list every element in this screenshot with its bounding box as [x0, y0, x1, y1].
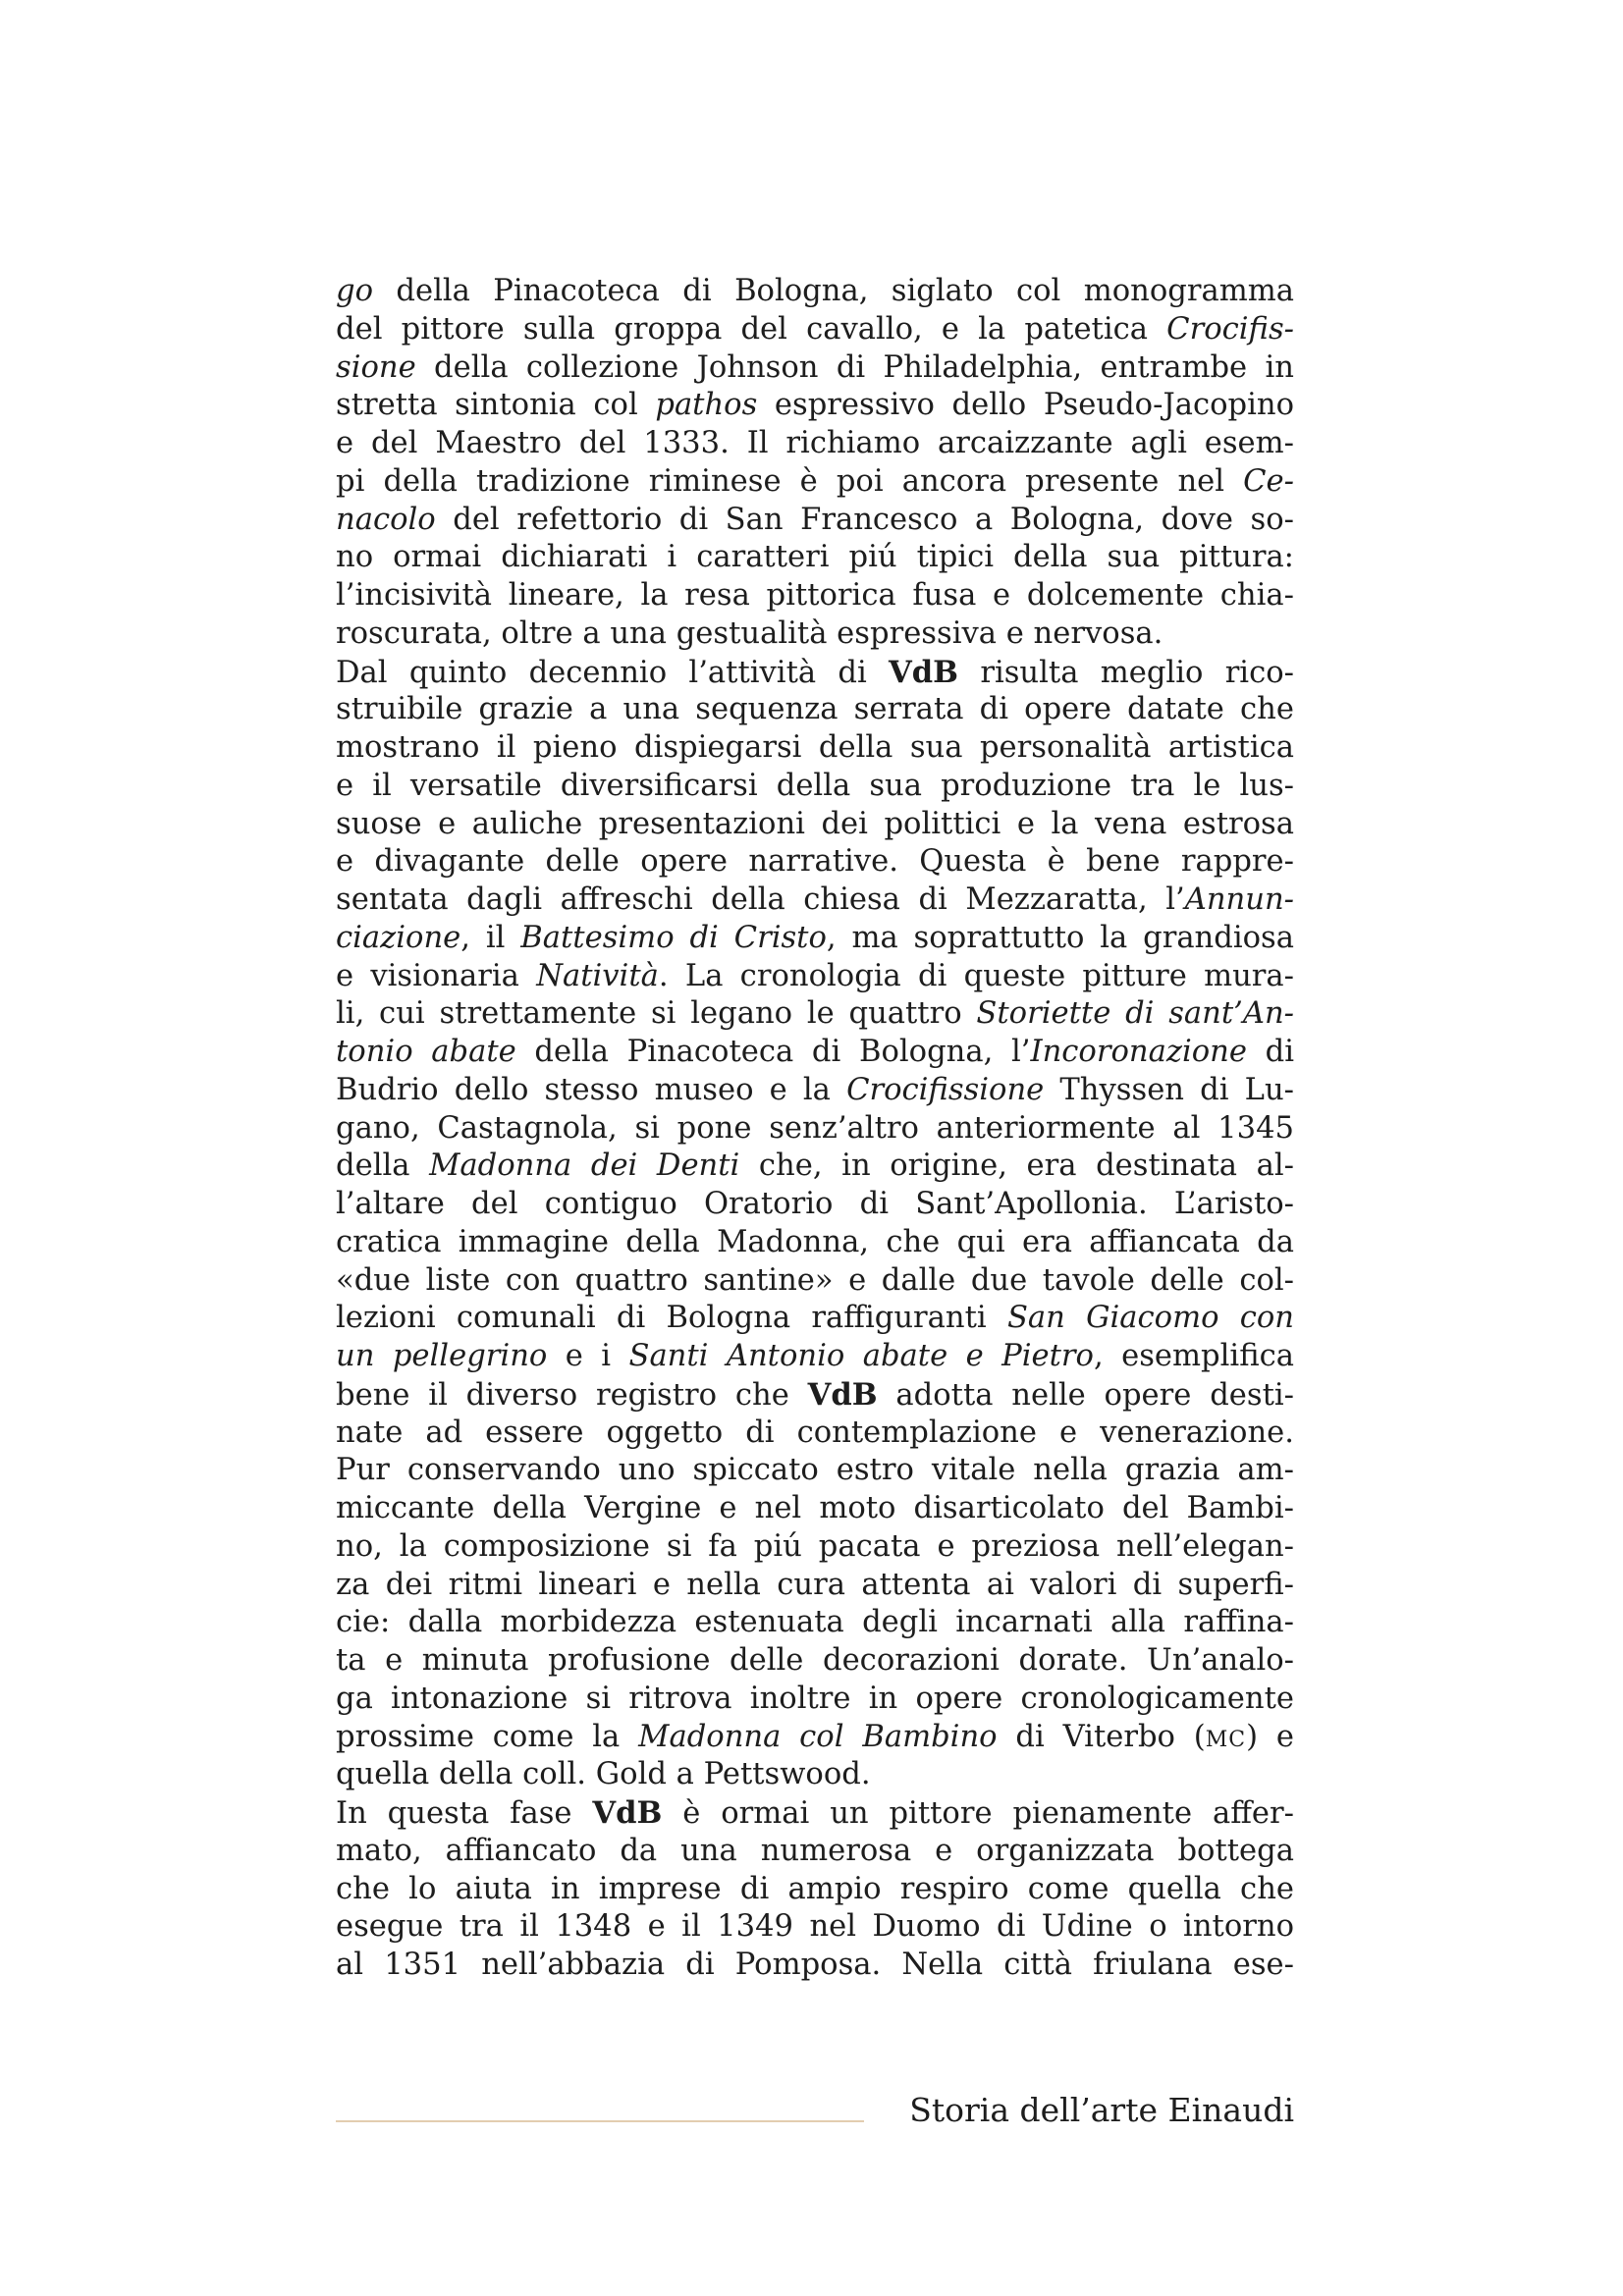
text-segment: risulta meglio rico- — [958, 655, 1294, 690]
text-line — [336, 349, 1294, 388]
text-line — [336, 995, 1294, 1034]
paragraph — [336, 654, 1294, 1795]
text-segment: e visionaria — [336, 958, 537, 993]
text-line — [336, 1719, 1294, 1757]
text-segment: , esemplifica — [1093, 1339, 1294, 1373]
text-segment: struibile grazie a una sequenza serrata di opere datate che — [336, 692, 1294, 727]
text-line — [336, 1338, 1294, 1376]
text-segment: Dal quinto decennio l’attività di — [336, 655, 890, 690]
text-segment: della Pinacoteca di Bologna, l’ — [515, 1035, 1031, 1069]
text-line — [336, 1833, 1294, 1871]
italic-text: Madonna dei Denti — [429, 1148, 740, 1184]
text-line — [336, 1452, 1294, 1490]
text-segment: . La cronologia di queste pitture mura- — [658, 958, 1294, 993]
text-line — [336, 691, 1294, 729]
text-segment: gano, Castagnola, si pone senz’altro anteriormente al 1345 — [336, 1110, 1294, 1146]
text-segment: adotta nelle opere desti- — [877, 1377, 1294, 1413]
text-line — [336, 1567, 1294, 1605]
text-segment: di Viterbo ( — [997, 1719, 1206, 1754]
italic-text: Annun- — [1184, 882, 1294, 917]
italic-text: sione — [336, 349, 416, 385]
italic-text: Storiette di sant’An- — [976, 996, 1294, 1032]
text-segment: del refettorio di San Francesco a Bologna, dove so- — [435, 502, 1294, 537]
text-line — [336, 1224, 1294, 1262]
italic-text: nacolo — [336, 502, 436, 537]
text-line — [336, 311, 1294, 349]
text-line — [336, 577, 1294, 615]
bold-text: VdB — [889, 654, 959, 690]
text-segment: li, cui strettamente si legano le quattro — [336, 996, 977, 1032]
text-line — [336, 1034, 1294, 1072]
text-segment: l’incisività lineare, la resa pittorica fusa e dolcemente chia- — [336, 578, 1294, 613]
italic-text: ciazione — [336, 920, 461, 955]
italic-text: pathos — [655, 388, 758, 423]
text-line — [336, 463, 1294, 502]
text-segment: nate ad essere oggetto di contemplazione e venerazione. — [336, 1415, 1294, 1450]
text-segment: della collezione Johnson di Philadelphia, entrambe in — [415, 349, 1294, 385]
bold-text: VdB — [592, 1795, 663, 1831]
text-segment: quella della coll. Gold a Pettswood. — [336, 1757, 871, 1792]
text-segment: di — [1246, 1035, 1295, 1069]
text-segment: Thyssen di Lu- — [1044, 1072, 1294, 1107]
text-segment: al 1351 nell’abbazia di Pomposa. Nella città friulana ese- — [336, 1948, 1294, 1982]
text-line — [336, 1262, 1294, 1301]
text-line — [336, 1072, 1294, 1110]
text-line — [336, 1604, 1294, 1642]
text-segment: pi della tradizione riminese è poi ancora presente nel — [336, 463, 1244, 499]
text-line — [336, 1756, 1294, 1794]
text-line — [336, 615, 1294, 654]
text-line — [336, 958, 1294, 996]
text-segment: ta e minuta profusione delle decorazioni dorate. Un’analo- — [336, 1643, 1294, 1678]
paragraph — [336, 1794, 1294, 1985]
text-line — [336, 1908, 1294, 1947]
text-line — [336, 1947, 1294, 1985]
paragraph — [336, 273, 1294, 654]
text-line — [336, 881, 1294, 920]
text-segment: e divagante delle opere narrative. Questa è bene rappre- — [336, 844, 1294, 880]
italic-text: Santi Antonio abate e Pietro — [628, 1339, 1094, 1373]
text-line — [336, 1148, 1294, 1186]
text-segment: In questa fase — [336, 1796, 593, 1831]
italic-text: tonio abate — [336, 1035, 516, 1069]
italic-text: Natività — [536, 958, 659, 993]
text-line — [336, 843, 1294, 881]
text-line — [336, 502, 1294, 540]
small-caps-text: MC — [1205, 1727, 1247, 1752]
text-segment: della — [336, 1148, 430, 1184]
text-line — [336, 425, 1294, 463]
italic-text: Ce- — [1243, 463, 1294, 499]
text-segment: stretta sintonia col — [336, 388, 656, 423]
text-line — [336, 920, 1294, 958]
text-segment: , ma soprattutto la grandiosa — [826, 920, 1294, 955]
footer-rule — [336, 2120, 864, 2122]
text-segment: e del Maestro del 1333. Il richiamo arcaizzante agli esem- — [336, 426, 1294, 460]
italic-text: un pellegrino — [336, 1339, 548, 1373]
italic-text: Incoronazione — [1030, 1035, 1247, 1069]
italic-text: Madonna col Bambino — [638, 1719, 998, 1754]
body-text — [336, 273, 1294, 1985]
text-line — [336, 768, 1294, 806]
text-line — [336, 1528, 1294, 1567]
text-segment: della Pinacoteca di Bologna, siglato col monogramma — [373, 274, 1294, 308]
footer-title: Storia dell’arte Einaudi — [909, 2091, 1294, 2129]
text-segment: Pur conservando uno spiccato estro vitale nella grazia am- — [336, 1453, 1294, 1488]
text-segment: e il versatile diversificarsi della sua produzione tra le lus- — [336, 768, 1294, 803]
text-line — [336, 1871, 1294, 1909]
text-segment: è ormai un pittore pienamente affer- — [662, 1796, 1294, 1831]
text-segment: no ormai dichiarati i caratteri piú tipici della sua pittura: — [336, 540, 1294, 575]
text-segment: «due liste con quattro santine» e dalle due tavole delle col- — [336, 1262, 1294, 1298]
italic-text: San Giacomo con — [1006, 1301, 1294, 1336]
text-segment: che lo aiuta in imprese di ampio respiro come quella che — [336, 1871, 1294, 1906]
text-line — [336, 729, 1294, 768]
text-line — [336, 1642, 1294, 1681]
text-segment: za dei ritmi lineari e nella cura attenta ai valori di superfi- — [336, 1567, 1294, 1602]
text-segment: mato, affiancato da una numerosa e organizzata bottega — [336, 1833, 1294, 1868]
text-segment: che, in origine, era destinata al- — [739, 1148, 1294, 1184]
bold-text: VdB — [807, 1376, 878, 1413]
text-segment: Budrio dello stesso museo e la — [336, 1072, 847, 1107]
text-line — [336, 1300, 1294, 1338]
text-segment: cratica immagine della Madonna, che qui era affiancata da — [336, 1224, 1294, 1259]
text-segment: no, la composizione si fa piú pacata e preziosa nell’elegan- — [336, 1528, 1294, 1564]
italic-text: go — [336, 274, 374, 308]
text-line — [336, 273, 1294, 311]
text-segment: l’altare del contiguo Oratorio di Sant’Apollonia. L’aristo- — [336, 1187, 1294, 1221]
text-line — [336, 1110, 1294, 1148]
text-line — [336, 806, 1294, 844]
text-segment: prossime come la — [336, 1719, 639, 1754]
text-segment: roscurata, oltre a una gestualità espressiva e nervosa. — [336, 615, 1163, 651]
text-line — [336, 539, 1294, 577]
text-line — [336, 1186, 1294, 1224]
text-segment: ) e — [1246, 1719, 1294, 1754]
italic-text: Crocifissione — [846, 1072, 1045, 1107]
text-line — [336, 1415, 1294, 1453]
text-line — [336, 1681, 1294, 1719]
text-segment: cie: dalla morbidezza estenuata degli incarnati alla raffina- — [336, 1605, 1294, 1640]
text-line — [336, 654, 1294, 692]
text-line — [336, 1490, 1294, 1528]
text-segment: esegue tra il 1348 e il 1349 nel Duomo di Udine o intorno — [336, 1909, 1294, 1945]
text-segment: lezioni comunali di Bologna raffiguranti — [336, 1301, 1007, 1336]
text-line — [336, 1376, 1294, 1415]
text-segment: e i — [547, 1339, 629, 1373]
text-segment: espressivo dello Pseudo-Jacopino — [757, 388, 1294, 423]
text-segment: sentata dagli affreschi della chiesa di Mezzaratta, l’ — [336, 882, 1185, 917]
italic-text: Battesimo di Cristo — [520, 920, 827, 955]
text-segment: del pittore sulla groppa del cavallo, e la patetica — [336, 311, 1167, 347]
text-line — [336, 1794, 1294, 1833]
text-segment: miccante della Vergine e nel moto disarticolato del Bambi- — [336, 1491, 1294, 1525]
text-segment: bene il diverso registro che — [336, 1377, 808, 1413]
text-line — [336, 387, 1294, 425]
text-segment: suose e auliche presentazioni dei polittici e la vena estrosa — [336, 806, 1294, 841]
text-segment: mostrano il pieno dispiegarsi della sua personalità artistica — [336, 730, 1294, 765]
text-segment: , il — [460, 920, 521, 955]
text-segment: ga intonazione si ritrova inoltre in opere cronologicamente — [336, 1681, 1294, 1716]
italic-text: Crocifis- — [1166, 311, 1294, 347]
